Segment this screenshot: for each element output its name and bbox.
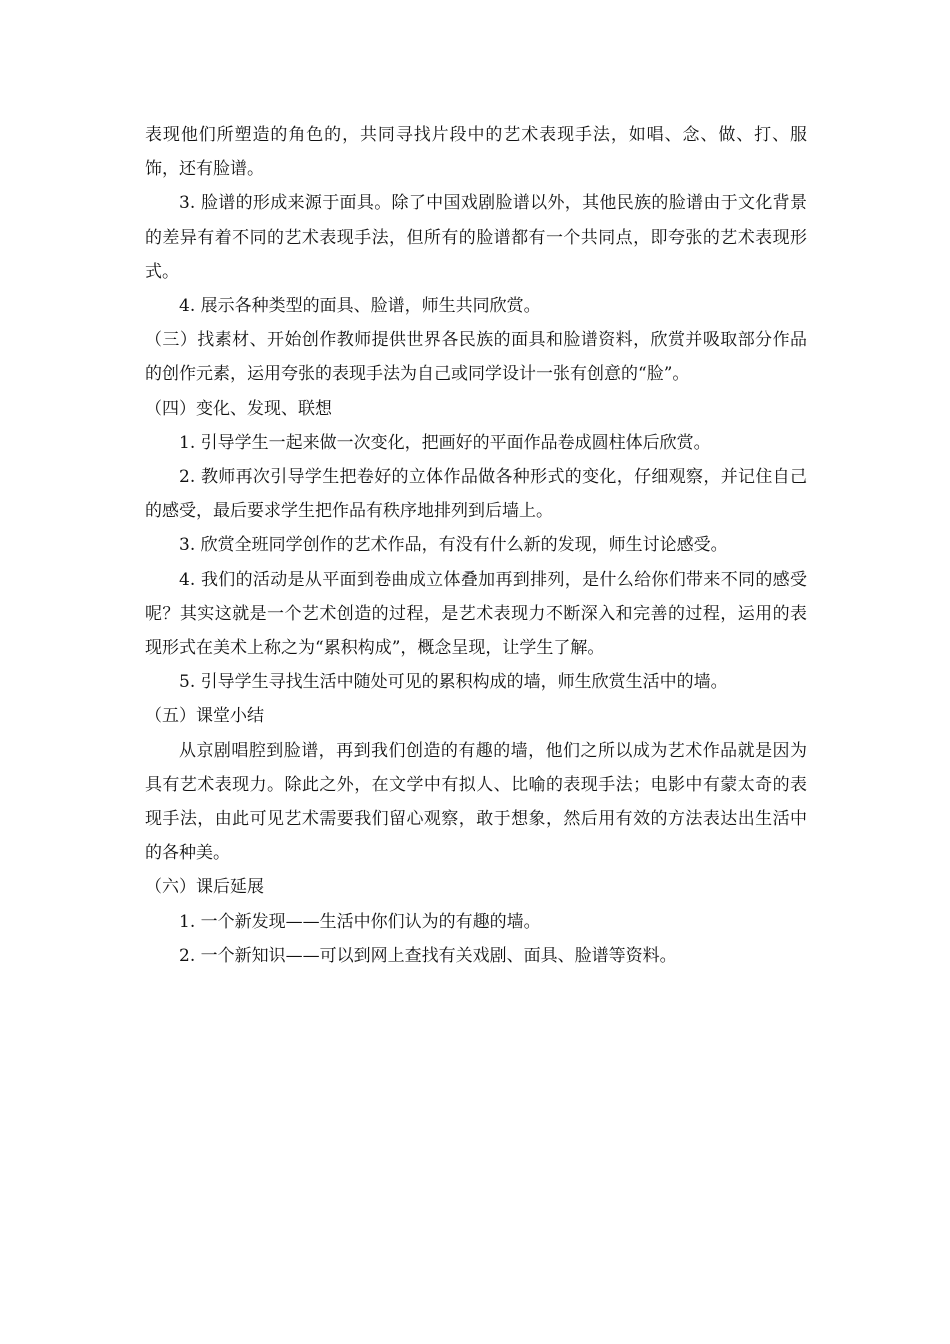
section-three-paragraph: （三）找素材、开始创作教师提供世界各民族的面具和脸谱资料，欣赏并吸取部分作品的创作元素，运用夸张的表现手法为自己或同学设计一张有创意的“脸”。 (145, 330, 807, 385)
document-body (145, 118, 807, 973)
paragraph-continuation: 表现他们所塑造的角色的，共同寻找片段中的艺术表现手法，如唱、念、做、打、服饰，还有脸谱。 (145, 125, 807, 180)
paragraph-item-4b: 4. 我们的活动是从平面到卷曲成立体叠加再到排列，是什么给你们带来不同的感受呢？其实这就是一个艺术创造的过程，是艺术表现力不断深入和完善的过程，运用的表现形式在美术上称之为“累积构成”，概念呈现，让学生了解。 (145, 569, 807, 659)
section-six-heading: （六）课后延展 (145, 877, 264, 898)
summary-paragraph: 从京剧唱腔到脸谱，再到我们创造的有趣的墙，他们之所以成为艺术作品就是因为具有艺术表现力。除此之外，在文学中有拟人、比喻的表现手法；电影中有蒙太奇的表现手法，由此可见艺术需要我们留心观察，敢于想象，然后用有效的方法表达出生活中的各种美。 (145, 740, 807, 864)
paragraph-item-1: 1. 引导学生一起来做一次变化，把画好的平面作品卷成圆柱体后欣赏。 (179, 432, 711, 453)
paragraph-item-2: 2. 教师再次引导学生把卷好的立体作品做各种形式的变化，仔细观察，并记住自己的感受，最后要求学生把作品有秩序地排列到后墙上。 (145, 467, 807, 522)
section-five-heading: （五）课堂小结 (145, 706, 264, 727)
paragraph-item-4: 4. 展示各种类型的面具、脸谱，师生共同欣赏。 (179, 296, 541, 317)
section-four-heading: （四）变化、发现、联想 (145, 398, 332, 419)
extension-item-1: 1. 一个新发现——生活中你们认为的有趣的墙。 (179, 911, 541, 932)
extension-item-2: 2. 一个新知识——可以到网上查找有关戏剧、面具、脸谱等资料。 (179, 945, 677, 966)
paragraph-item-5: 5. 引导学生寻找生活中随处可见的累积构成的墙，师生欣赏生活中的墙。 (179, 672, 728, 693)
paragraph-item-3b: 3. 欣赏全班同学创作的艺术作品，有没有什么新的发现，师生讨论感受。 (179, 535, 728, 556)
paragraph-item-3: 3. 脸谱的形成来源于面具。除了中国戏剧脸谱以外，其他民族的脸谱由于文化背景的差异有着不同的艺术表现手法，但所有的脸谱都有一个共同点，即夸张的艺术表现形式。 (145, 193, 807, 282)
